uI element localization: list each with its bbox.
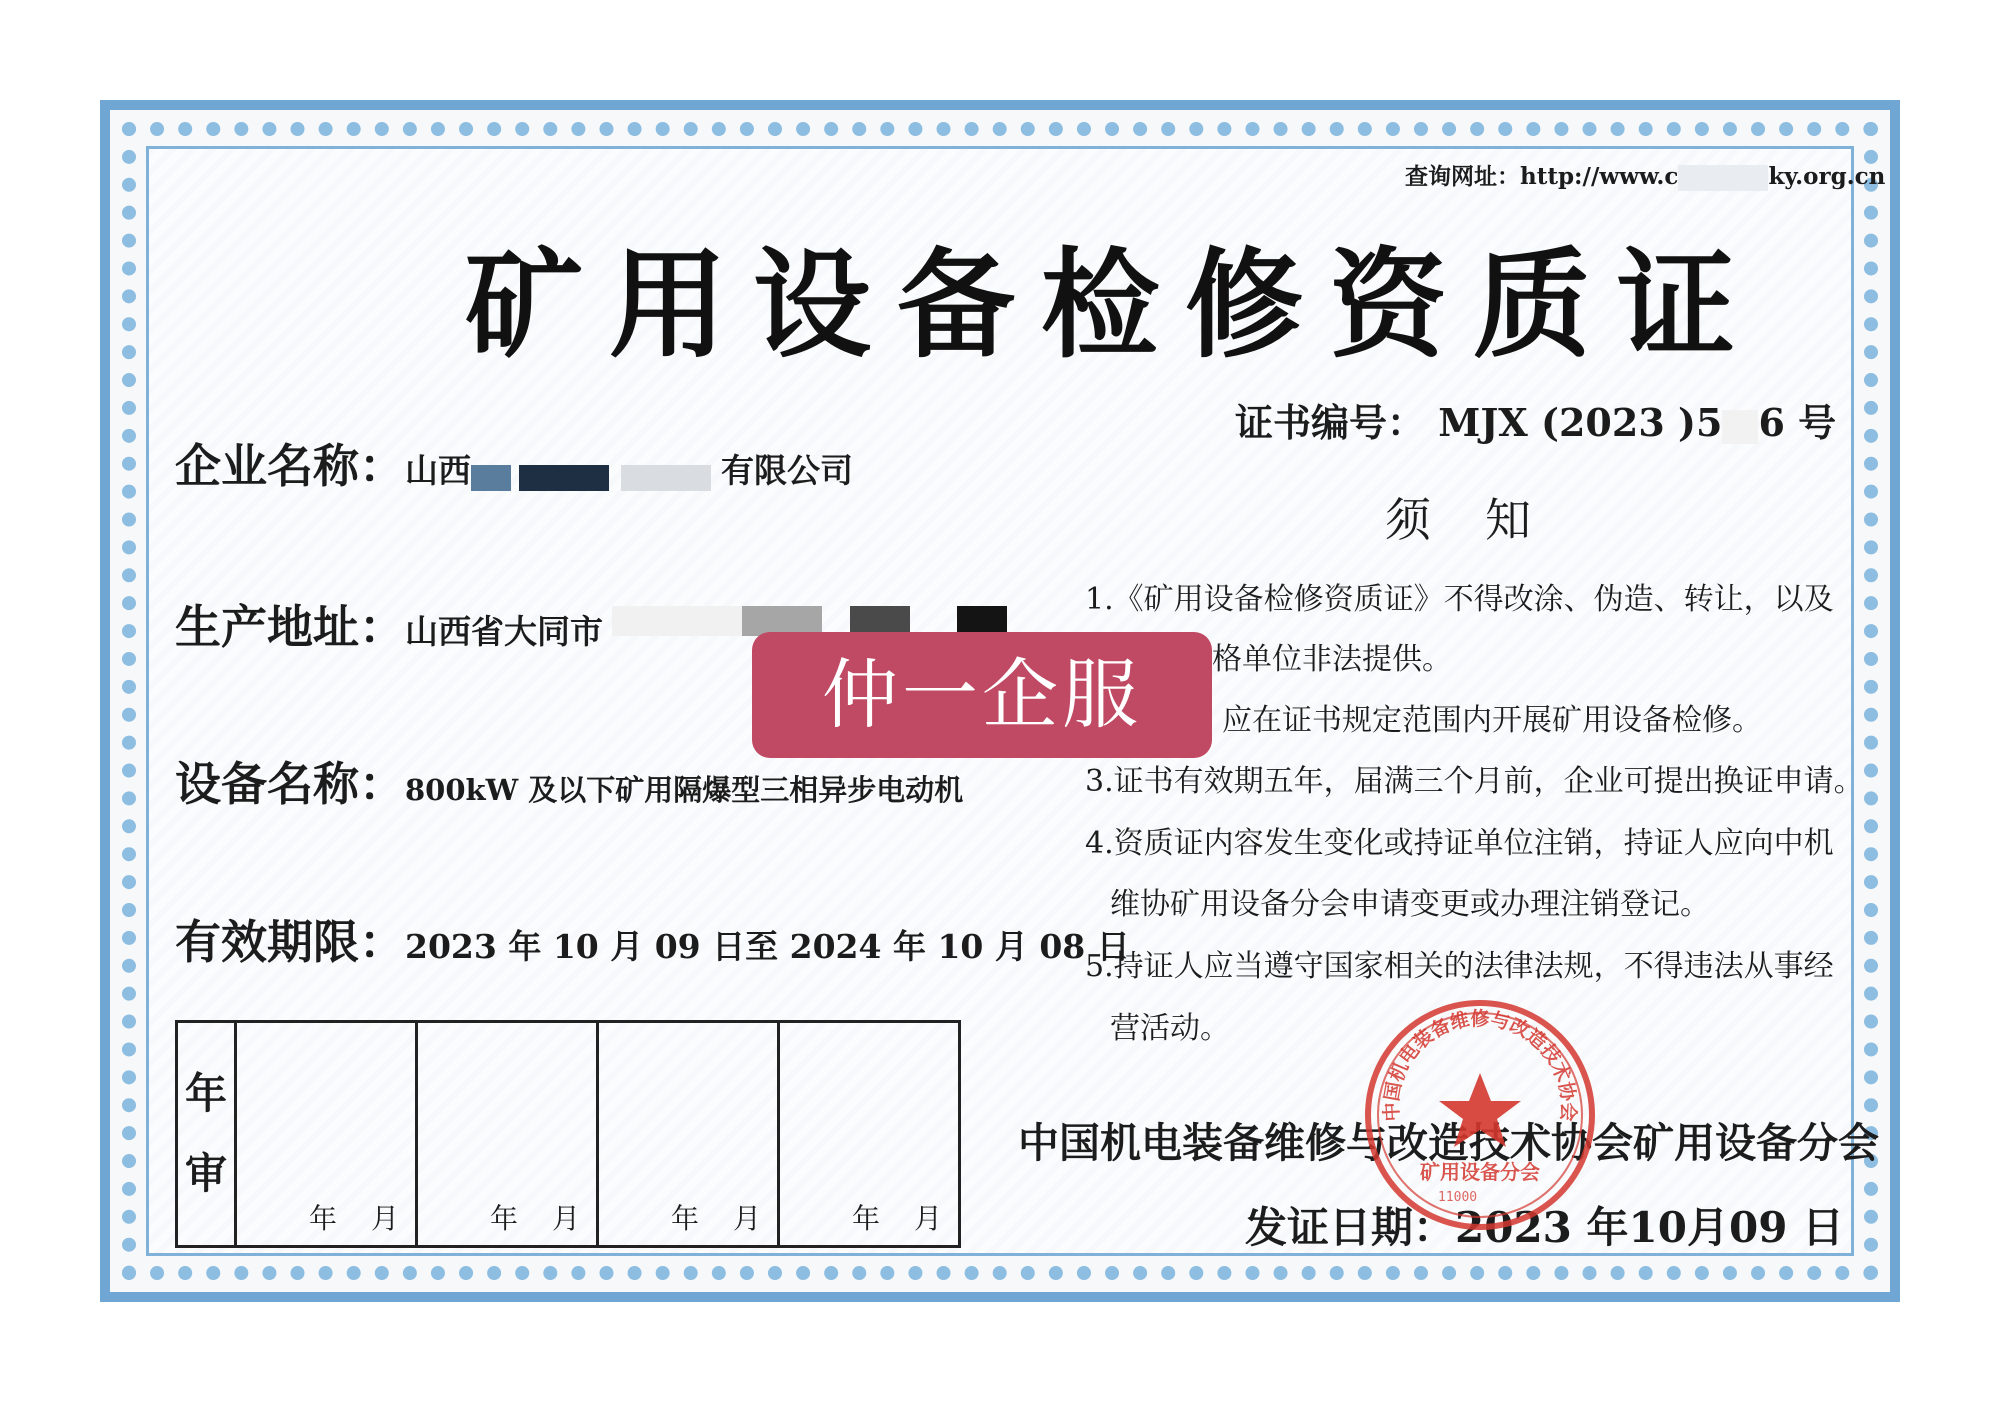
notice-item: 3.证书有效期五年，届满三个月前，企业可提出换证申请。 — [1085, 764, 1864, 799]
month-label: 月 — [551, 1202, 580, 1235]
annual-review-label — [177, 1022, 236, 1247]
address-value: 山西省大同市 — [405, 612, 603, 651]
redaction-mask — [1678, 165, 1768, 191]
year-label: 年 — [308, 1202, 337, 1235]
notice-heading: 须知 — [1385, 493, 1585, 547]
company-label: 企业名称： — [175, 439, 405, 493]
seal-top-text: 中国机电装备维修与改造技术协会 — [1380, 1007, 1580, 1122]
equipment-value: 800kW 及以下矿用隔爆型三相异步电动机 — [405, 773, 964, 807]
month-label: 月 — [370, 1202, 399, 1235]
query-url-end: ky.org.cn — [1768, 163, 1886, 190]
certificate-number-digits-start: 5 — [1695, 400, 1723, 445]
issuer-name: 中国机电装备维修与改造技术协会矿用设备分会 — [1018, 1119, 1879, 1167]
annual-review-label-bottom: 审 — [184, 1149, 227, 1198]
month-label: 月 — [913, 1202, 942, 1235]
official-seal-icon — [1360, 995, 1600, 1235]
year-label: 年 — [851, 1202, 880, 1235]
notice-item: 应在证书规定范围内开展矿用设备检修。 — [1222, 703, 1762, 738]
notice-item: 营活动。 — [1110, 1011, 1230, 1046]
notice-item: 1.《矿用设备检修资质证》不得改涂、伪造、转让，以及 — [1085, 582, 1834, 617]
certificate-title: 矿用设备检修资质证 — [465, 236, 1762, 374]
issue-date-label: 发证日期： — [1245, 1203, 1456, 1252]
query-url — [1405, 158, 1885, 191]
company-name-end: 有限公司 — [721, 451, 853, 490]
year-label: 年 — [670, 1202, 699, 1235]
certificate-number — [1235, 392, 1836, 447]
certificate-number-year: (2023 — [1541, 400, 1665, 445]
certificate-number-label: 证书编号： — [1235, 401, 1426, 445]
notice-item: 格单位非法提供。 — [1212, 642, 1452, 677]
validity-value: 2023 年 10 月 09 日至 2024 年 10 月 08 日 — [405, 927, 1130, 966]
address-row — [175, 591, 603, 657]
query-url-start: http://www.c — [1520, 163, 1679, 190]
equipment-label: 设备名称： — [175, 757, 405, 811]
certificate-number-suffix: 号 — [1798, 401, 1837, 445]
month-label: 月 — [732, 1202, 761, 1235]
year-label: 年 — [489, 1202, 518, 1235]
company-name-start: 山西 — [405, 451, 471, 490]
certificate-number-digits-end: 6 — [1758, 400, 1785, 445]
query-url-label: 查询网址： — [1405, 164, 1520, 190]
annual-review-cell — [779, 1022, 960, 1247]
certificate-number-close: ) — [1678, 400, 1696, 445]
issue-date-value: 2023 年10月09 日 — [1455, 1203, 1845, 1252]
address-label: 生产地址： — [175, 600, 405, 654]
notice-item: 4.资质证内容发生变化或持证单位注销，持证人应向中机 — [1085, 826, 1834, 861]
redaction-mask — [471, 461, 721, 495]
validity-label: 有效期限： — [175, 915, 405, 969]
annual-review-label-top: 年 — [184, 1069, 227, 1118]
annual-review-cell — [417, 1022, 598, 1247]
seal-bottom-text: 矿用设备分会 — [1420, 1160, 1540, 1184]
annual-review-table — [175, 1020, 961, 1248]
seal-number: 11000 — [1438, 1190, 1478, 1205]
annual-review-cell — [236, 1022, 417, 1247]
watermark-badge: 仲一企服 — [752, 632, 1212, 758]
redaction-mask — [1722, 410, 1758, 444]
notice-item: 5.持证人应当遵守国家相关的法律法规，不得违法从事经 — [1085, 949, 1834, 984]
company-row — [175, 430, 853, 496]
annual-review-cell — [598, 1022, 779, 1247]
certificate-number-prefix: MJX — [1438, 400, 1528, 445]
notice-item: 维协矿用设备分会申请变更或办理注销登记。 — [1110, 887, 1710, 922]
validity-row — [175, 906, 1130, 972]
